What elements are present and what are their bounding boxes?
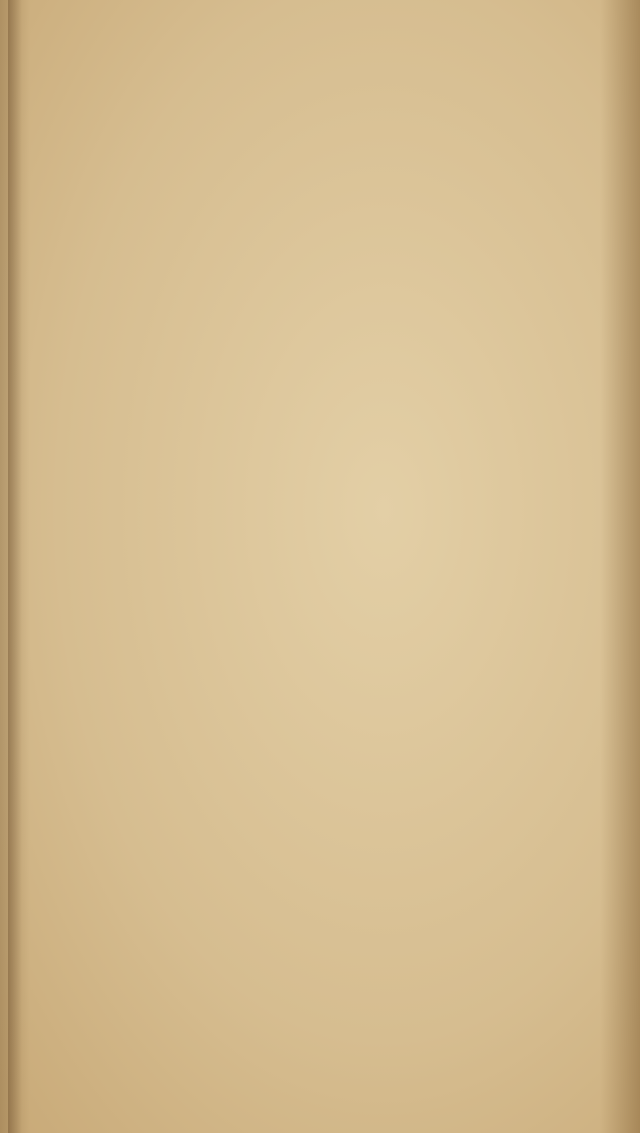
hymn-body [10, 576, 610, 603]
running-header [0, 14, 640, 46]
hymn-first-line [10, 576, 610, 603]
gutter-shadow [8, 0, 22, 1133]
